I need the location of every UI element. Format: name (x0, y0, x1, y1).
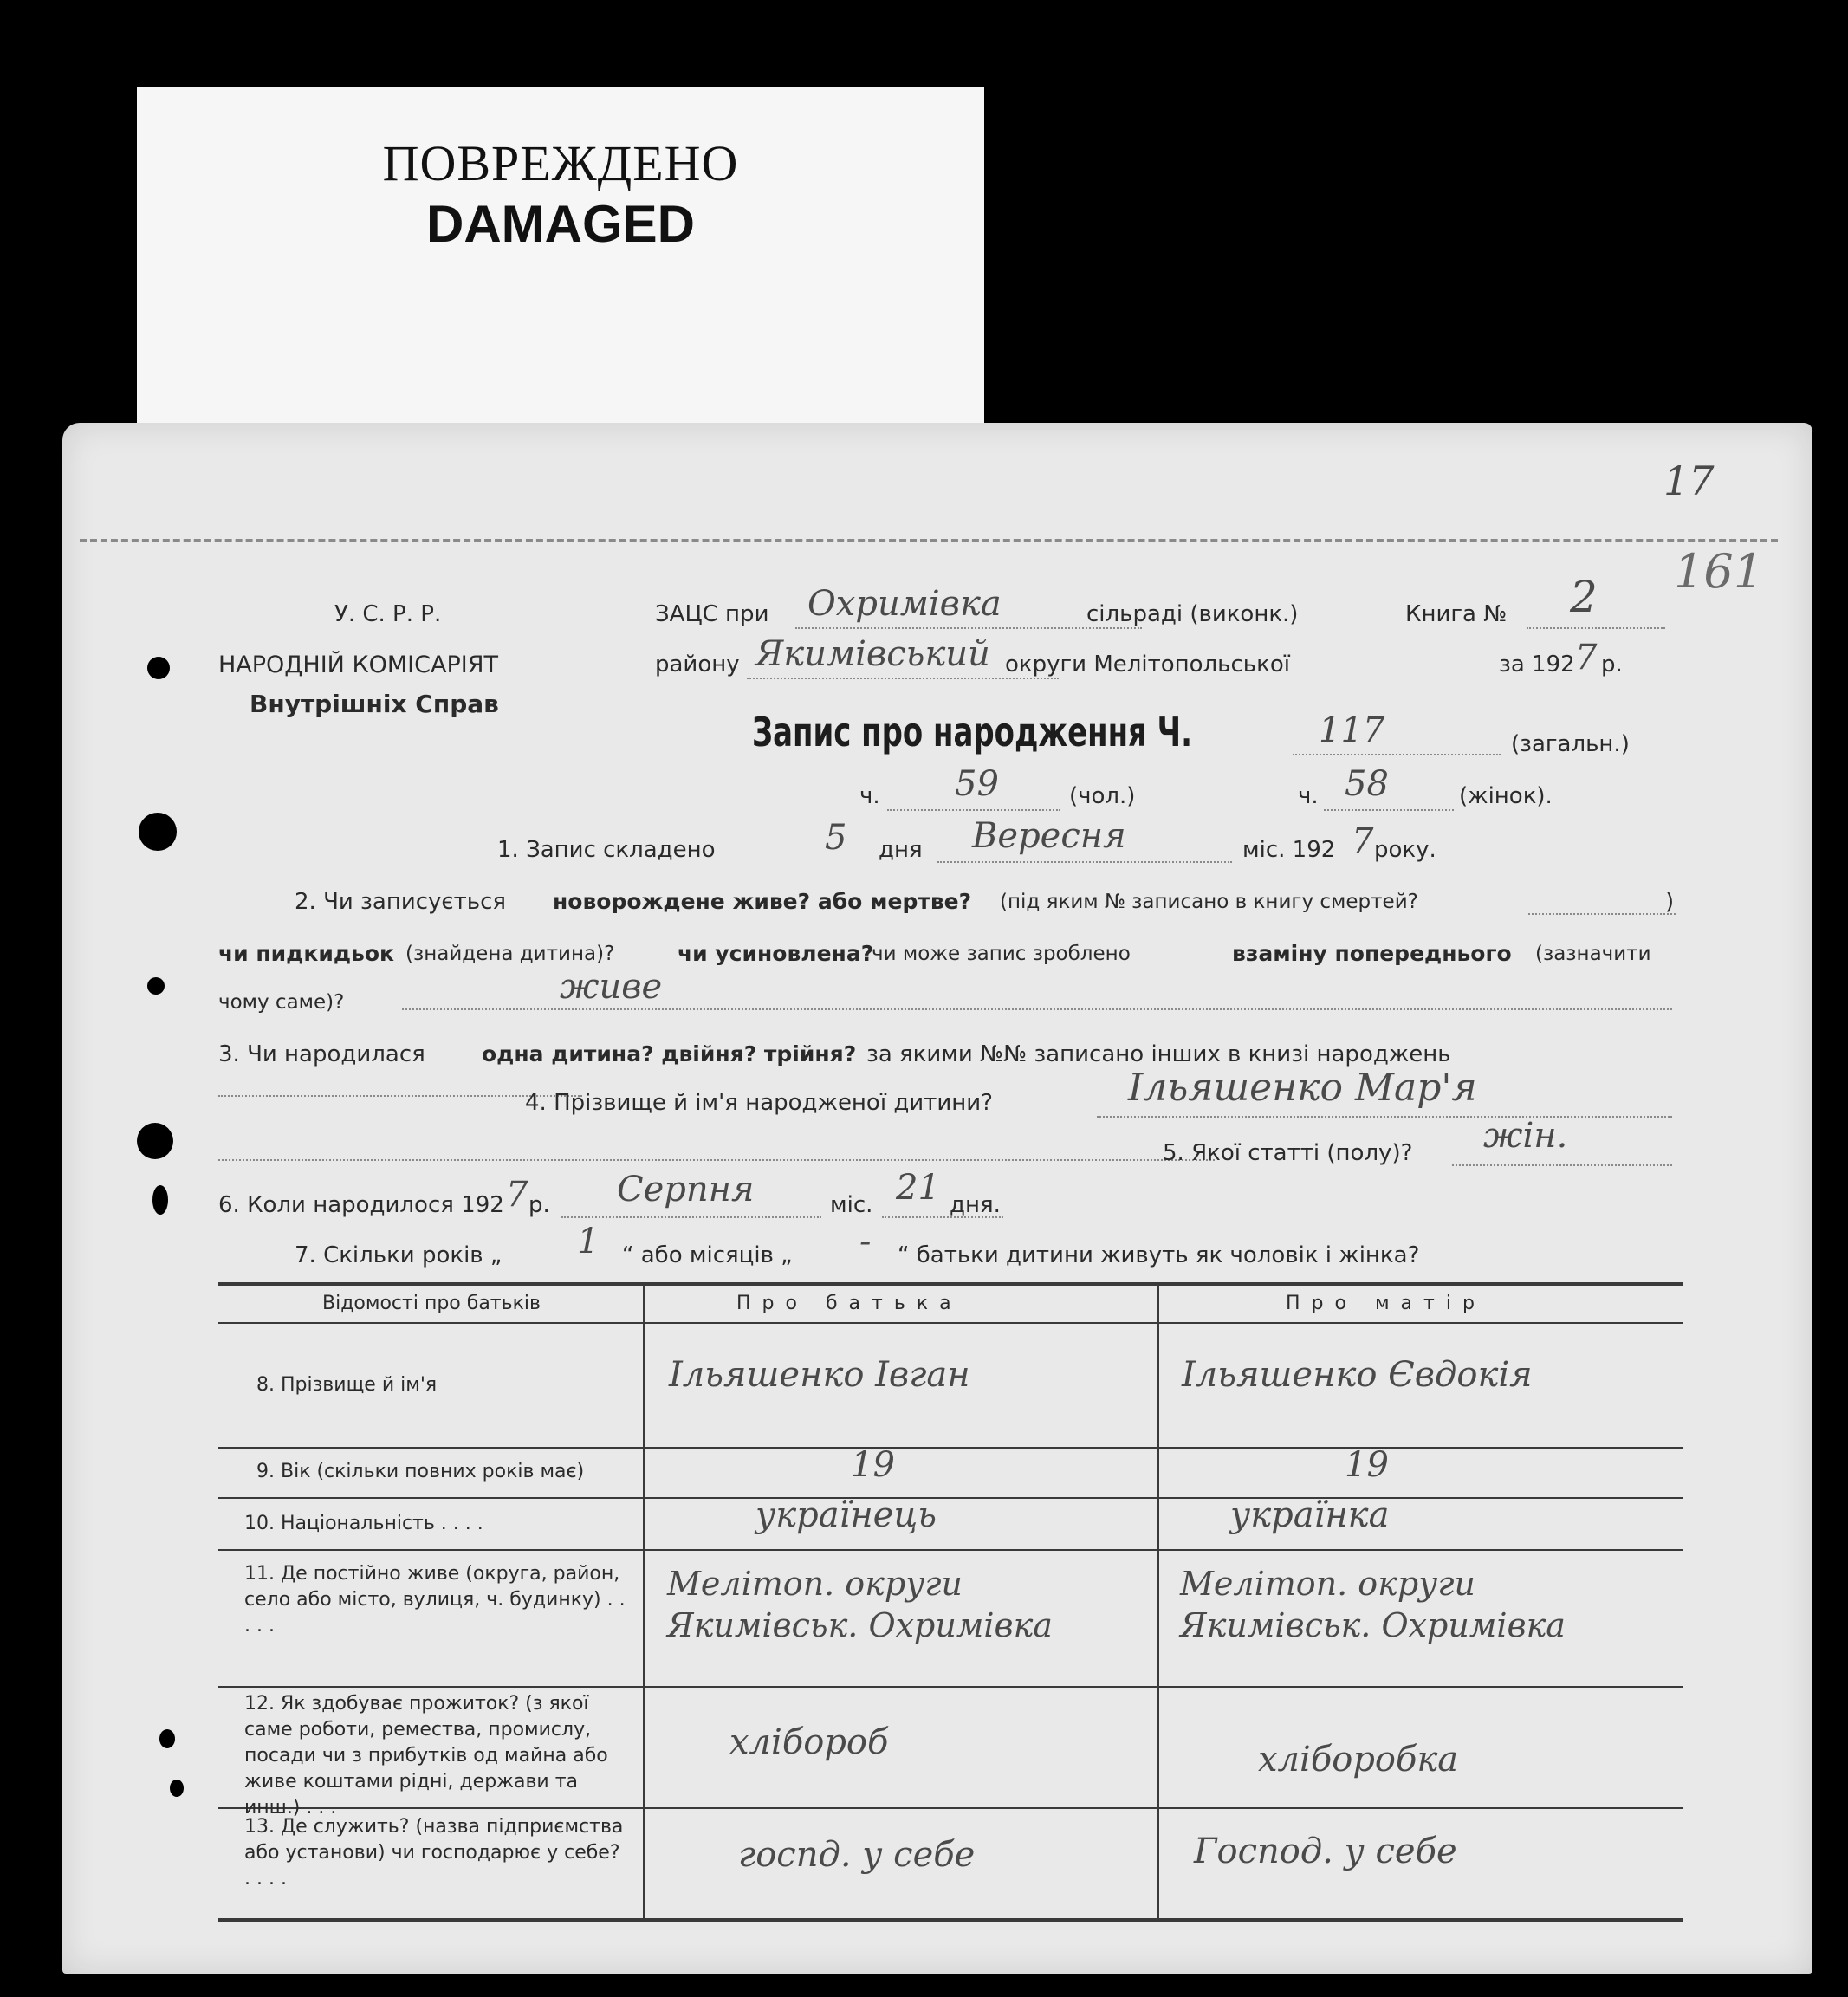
row11-label: 11. Де постійно живе (округа, район, село або місто, вулиця, ч. будинку) . . . . . (244, 1563, 626, 1637)
item3-twins: одна дитина? двійня? трійня? (482, 1041, 857, 1067)
table-bottom-border (218, 1918, 1683, 1922)
record-number-line (1293, 754, 1501, 755)
item2-replacement: взаміну попереднього (1232, 941, 1512, 966)
zags-value: Охримівка (807, 584, 1002, 624)
table-column-divider (1157, 1286, 1159, 1918)
table-row-border (218, 1497, 1683, 1499)
ussr-label: У. С. Р. Р. (334, 601, 442, 627)
item1-day: 5 (825, 818, 847, 858)
item2-death-line (1528, 913, 1676, 915)
item6-month-line (561, 1216, 821, 1218)
item6-month: Серпня (617, 1170, 755, 1209)
item5-line (1452, 1164, 1672, 1166)
item2-alive-dead: новорождене живе? або мертве? (553, 889, 972, 914)
binder-hole (139, 813, 177, 851)
item6-day: 21 (896, 1168, 940, 1208)
male-line (887, 809, 1060, 811)
book-line (1527, 627, 1665, 629)
table-row-border (218, 1686, 1683, 1688)
row8-mother: Ільяшенко Євдокія (1182, 1355, 1533, 1395)
row13-label: 13. Де служить? (назва підприємства або установи) чи господарює у себе? . . . . (244, 1816, 624, 1890)
item4-label: 4. Прізвище й ім'я народженої дитини? (525, 1090, 993, 1116)
item5-prefix-line (218, 1159, 1215, 1161)
item2-line (402, 1008, 1672, 1010)
item7-years: 1 (577, 1222, 600, 1261)
item2-found-child: (знайдена дитина)? (405, 943, 615, 965)
row8-label: 8. Прізвище й ім'я (256, 1374, 438, 1396)
item6-day-label: дня. (950, 1192, 1001, 1218)
row10-label: 10. Національність . . . . (244, 1513, 483, 1534)
council-label: сільраді (виконк.) (1086, 601, 1299, 627)
male-ch-label: ч. (859, 783, 880, 809)
birth-record-form (62, 423, 1812, 1974)
raion-value: Якимівський (755, 634, 990, 674)
table-header-mother: Про матір (1286, 1293, 1486, 1314)
year-suffix: р. (1601, 652, 1623, 678)
damaged-label-en: DAMAGED (426, 195, 695, 253)
item5-label: 5. Якої статті (полу)? (1163, 1140, 1413, 1166)
binder-hole (159, 1729, 175, 1748)
table-header-border (218, 1322, 1683, 1324)
item2-foundling: чи пидкидьок (218, 941, 394, 966)
item2-adopted: чи усиновлена? (678, 941, 874, 966)
item6-label: 6. Коли народилося 192 (218, 1192, 504, 1218)
item1-month-line (937, 861, 1232, 863)
item7-question: “ батьки дитини живуть як чоловік і жінка? (898, 1242, 1420, 1268)
row12-father: хлібороб (729, 1722, 889, 1762)
okrug-label: округи Мелітопольської (1005, 652, 1290, 678)
binder-hole (152, 1185, 168, 1215)
row9-mother: 19 (1345, 1445, 1389, 1485)
page-number-second: 161 (1674, 544, 1764, 599)
damaged-label-card (137, 87, 984, 442)
book-value: 2 (1570, 572, 1598, 622)
female-line (1324, 809, 1454, 811)
item1-label: 1. Запис складено (497, 837, 716, 863)
record-number: 117 (1319, 710, 1385, 750)
page-number-top: 17 (1663, 457, 1715, 504)
table-header-father: Про батька (736, 1293, 963, 1314)
row9-label: 9. Вік (скільки повних років має) (256, 1461, 585, 1482)
row10-father: українець (755, 1495, 937, 1535)
item1-year-label: міс. 192 (1242, 837, 1336, 863)
row8-father: Ільяшенко Івган (669, 1355, 970, 1395)
row11-father: Мелітоп. округи Якимівськ. Охримівка (667, 1565, 1053, 1644)
year-value: 7 (1575, 638, 1598, 678)
item4-value: Ільяшенко Мар'я (1128, 1066, 1477, 1110)
item1-month: Вересня (972, 816, 1126, 856)
item3-numbers: за якими №№ записано інших в книзі народжень (866, 1041, 1451, 1067)
row12-label: 12. Як здобуває прожиток? (з якої саме роботи, ремества, промислу, посади чи з прибутків од майна або живе коштами рідні, держави та инш.) . . . (244, 1693, 608, 1819)
item4-line (1097, 1116, 1672, 1118)
table-top-border (218, 1282, 1683, 1286)
item3-label: 3. Чи народилася (218, 1041, 425, 1067)
item7-months-label: “ або місяців „ (622, 1242, 793, 1268)
table-column-divider (643, 1286, 645, 1918)
item1-day-label: дня (879, 837, 923, 863)
female-ch-label: ч. (1298, 783, 1319, 809)
item1-year-suffix: року. (1374, 837, 1436, 863)
table-header-parents: Відомості про батьків (322, 1293, 541, 1314)
row11-mother: Мелітоп. округи Якимівськ. Охримівка (1180, 1565, 1566, 1644)
commissariat-label: НАРОДНІЙ КОМІСАРІЯТ (218, 652, 498, 678)
raion-label: району (655, 652, 740, 678)
row12-mother: хліборобка (1258, 1740, 1459, 1780)
item2-close: ) (1665, 889, 1675, 915)
item2-specify: (зазначити (1535, 943, 1651, 965)
year-label: за 192 (1499, 652, 1575, 678)
table-row-border (218, 1549, 1683, 1551)
male-count: 59 (955, 764, 999, 804)
zags-label: ЗАЦС при (655, 601, 769, 627)
item2-value: живе (560, 967, 663, 1007)
item7-months: - (859, 1222, 872, 1261)
raion-line (747, 678, 1059, 679)
zags-line (795, 627, 1142, 629)
item1-year-value: 7 (1352, 821, 1374, 861)
item5-value: жін. (1483, 1116, 1568, 1156)
binder-hole (147, 977, 165, 995)
row13-father: госпд. у себе (738, 1835, 976, 1875)
perforation-line (80, 539, 1778, 542)
row13-mother: Господ. у себе (1194, 1832, 1457, 1871)
general-label: (загальн.) (1511, 731, 1630, 757)
table-row-border (218, 1447, 1683, 1449)
record-title: Запис про народження Ч. (752, 709, 1192, 755)
damaged-label-ua: ПОВРЕЖДЕНО (382, 135, 739, 191)
item2-label: 2. Чи записується (295, 889, 507, 915)
binder-hole (137, 1123, 173, 1159)
item2-maybe: чи може запис зроблено (872, 943, 1131, 965)
binder-hole (170, 1780, 184, 1797)
item6-year-suffix: р. (528, 1192, 550, 1218)
item2-why: чому саме)? (218, 991, 345, 1014)
item2-death-book: (під яким № записано в книгу смертей? (1000, 891, 1418, 913)
item6-year: 7 (506, 1175, 528, 1215)
female-label: (жінок). (1459, 783, 1553, 809)
female-count: 58 (1345, 764, 1389, 804)
item7-label: 7. Скільки років „ (295, 1242, 503, 1268)
row9-father: 19 (851, 1445, 895, 1485)
binder-hole (147, 657, 170, 679)
item6-mis: міс. (830, 1192, 873, 1218)
book-label: Книга № (1405, 601, 1508, 627)
row10-mother: українка (1230, 1495, 1390, 1535)
male-label: (чол.) (1069, 783, 1136, 809)
internal-affairs-label: Внутрішніх Справ (250, 690, 499, 718)
